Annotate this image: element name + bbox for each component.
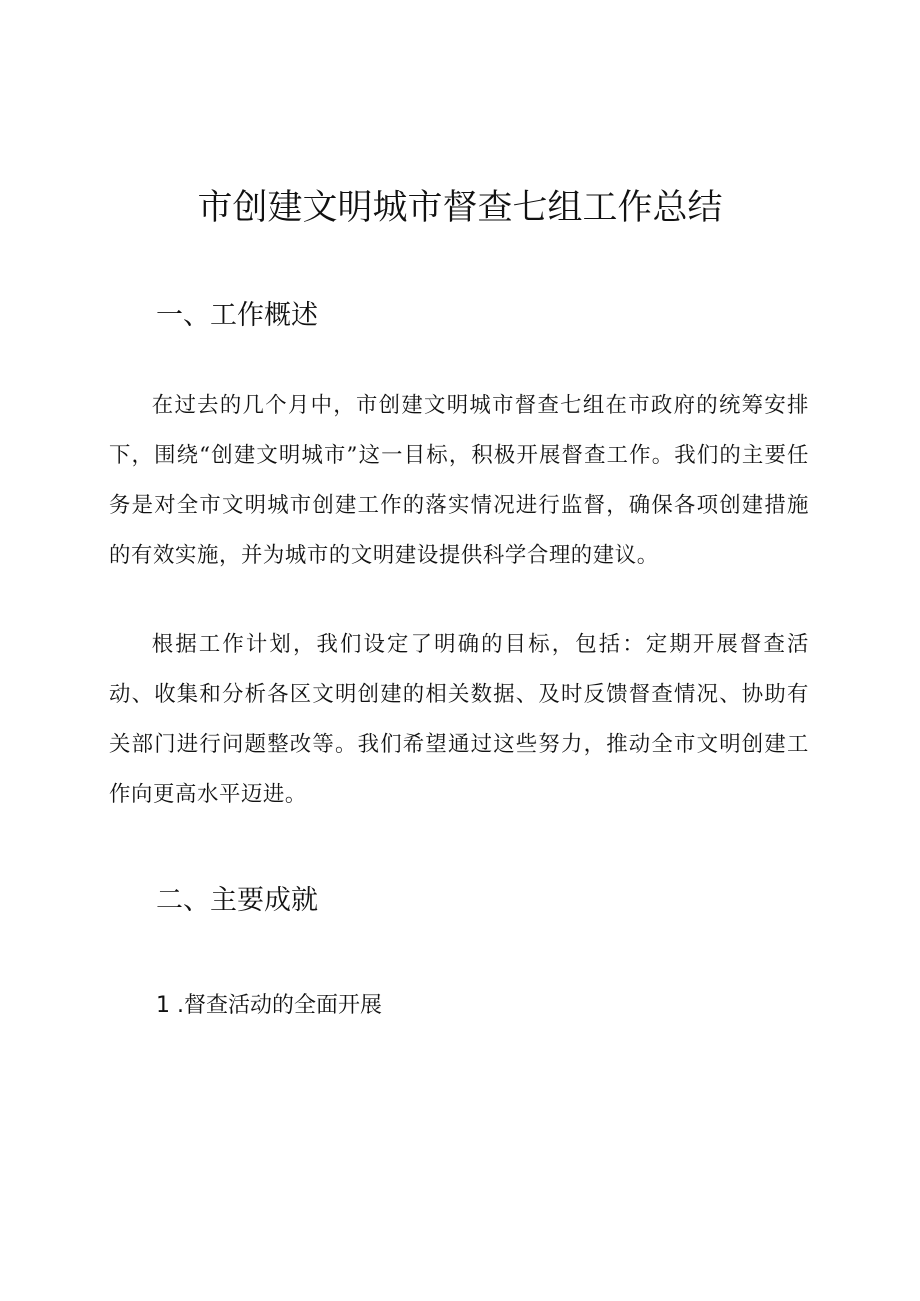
section-heading-achievements: 二、主要成就: [156, 885, 318, 916]
subheading-inspection-activities: 1 .督查活动的全面开展: [156, 993, 382, 1018]
section-heading-overview: 一、工作概述: [156, 300, 318, 331]
document-title: 市创建文明城市督查七组工作总结: [197, 188, 723, 228]
overview-paragraph-2: 根据工作计划，我们设定了明确的目标，包括：定期开展督查活动、收集和分析各区文明创建的相关数据、及时反馈督查情况、协助有关部门进行问题整改等。我们希望通过这些努力，推动全市文明创建工作向更高水平迈进。: [109, 632, 809, 807]
overview-paragraph-1: 在过去的几个月中，市创建文明城市督查七组在市政府的统筹安排下，围绕“创建文明城市”这一目标，积极开展督查工作。我们的主要任务是对全市文明城市创建工作的落实情况进行监督，确保各项创建措施的有效实施，并为城市的文明建设提供科学合理的建议。: [109, 393, 809, 568]
